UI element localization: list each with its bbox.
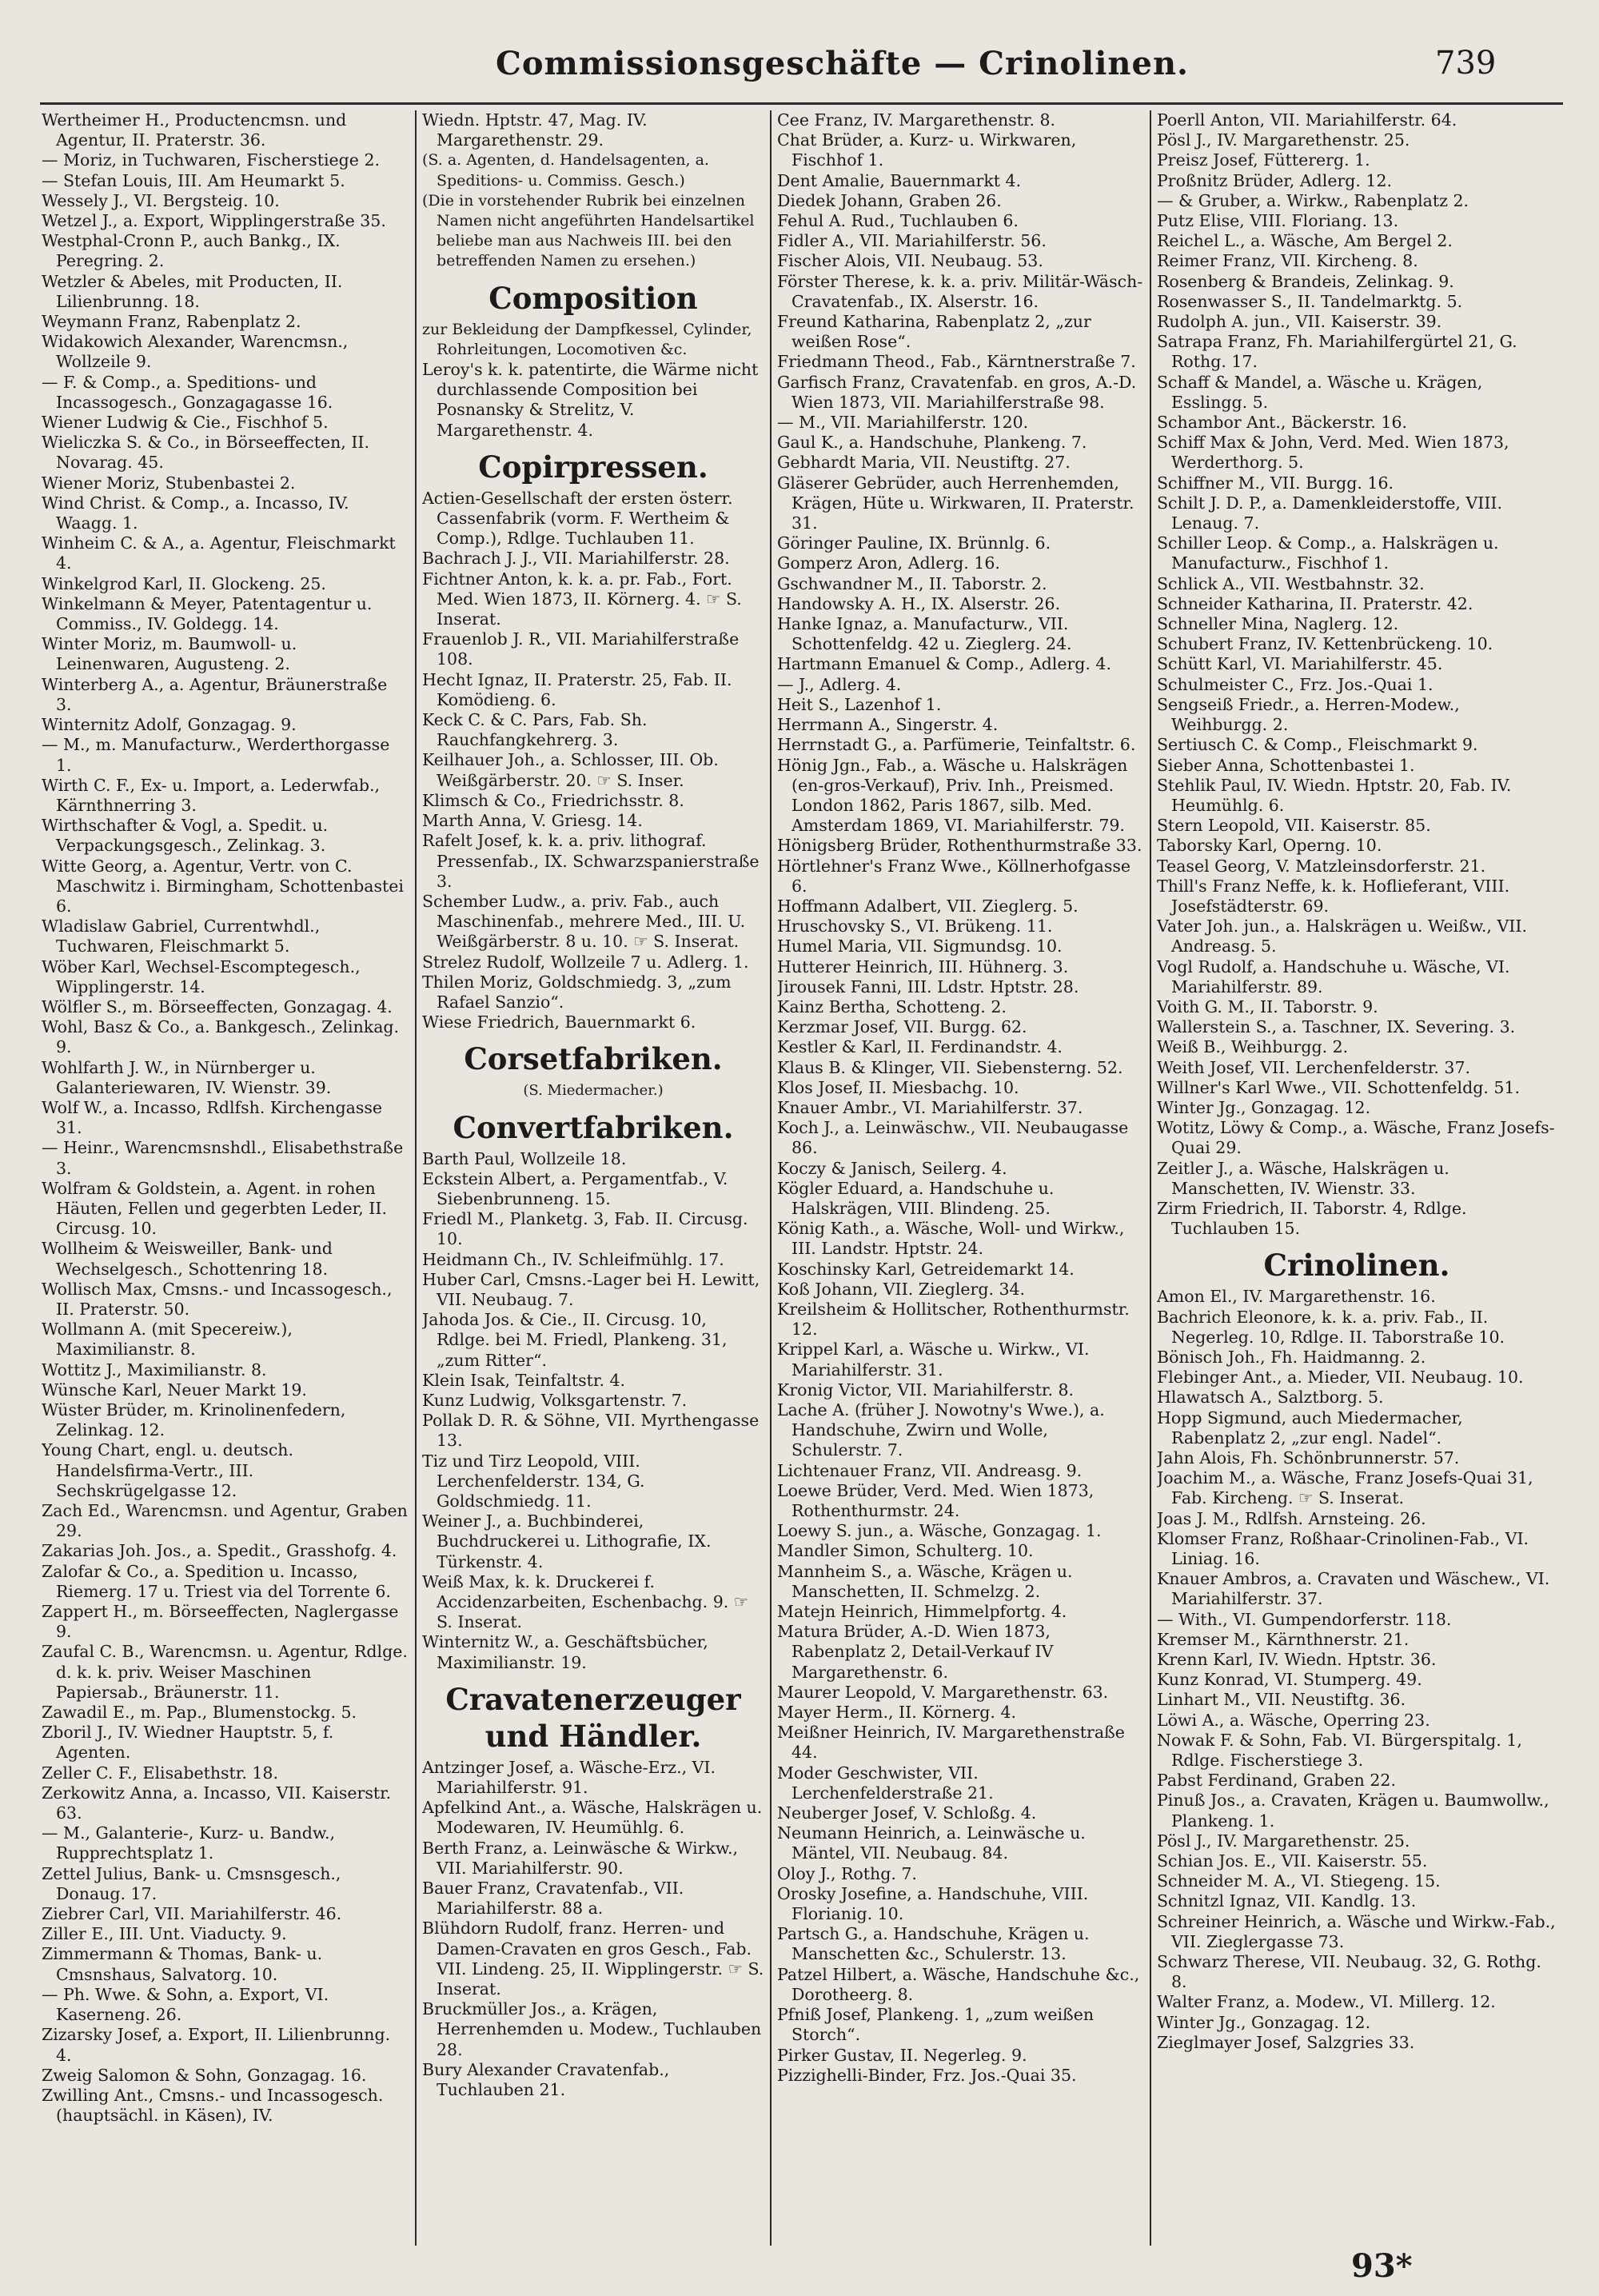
directory-entry: Fehul A. Rud., Tuchlauben 6. <box>777 211 1019 231</box>
directory-entry: Bury Alexander Cravatenfab., Tuchlauben 21. <box>422 2059 670 2100</box>
directory-entry: Schian Jos. E., VII. Kaiserstr. 55. <box>1157 1851 1428 1871</box>
directory-entry: Poerll Anton, VII. Mariahilferstr. 64. <box>1157 110 1457 130</box>
directory-entry: Schiff Max & John, Verd. Med. Wien 1873, Werderthorg. 5. <box>1157 433 1509 473</box>
directory-entry: Göringer Pauline, IX. Brünnlg. 6. <box>777 533 1051 553</box>
directory-entry: Weiner J., a. Buchbinderei, Buchdruckerei u. Lithografie, IX. Türkenstr. 4. <box>422 1511 712 1571</box>
page-header <box>0 42 1599 98</box>
directory-entry: Gebhardt Maria, VII. Neustiftg. 27. <box>777 453 1071 473</box>
directory-entry: Klos Josef, II. Miesbachg. 10. <box>777 1077 1019 1097</box>
directory-entry: Pabst Ferdinand, Graben 22. <box>1157 1771 1396 1791</box>
section-subnote: (S. Miedermacher.) <box>523 1082 664 1100</box>
directory-entry: Schreiner Heinrich, a. Wäsche und Wirkw.-Fab., VII. Zieglergasse 73. <box>1157 1911 1556 1951</box>
directory-entry: Vater Joh. jun., a. Halskrägen u. Weißw., VII. Andreasg. 5. <box>1157 916 1527 956</box>
directory-entry: Actien-Gesellschaft der ersten österr. Cassenfabrik (vorm. F. Wertheim & Comp.), Rdlge. Tuchlauben 11. <box>422 488 733 549</box>
directory-entry: Zappert H., m. Börseeffecten, Naglergasse 9. <box>42 1602 399 1642</box>
directory-entry: Jirousek Fanni, III. Ldstr. Hptstr. 28. <box>777 976 1079 996</box>
directory-entry: Tiz und Tirz Leopold, VIII. Lerchenfelderstr. 134, G. Goldschmiedg. 11. <box>422 1451 645 1511</box>
directory-entry: Mandler Simon, Schulterg. 10. <box>777 1541 1034 1561</box>
directory-entry: Krippel Karl, a. Wäsche u. Wirkw., VI. Mariahilferstr. 31. <box>777 1340 1090 1380</box>
directory-entry: Winheim C. & A., a. Agentur, Fleischmarkt 4. <box>42 533 396 573</box>
directory-entry: Hopp Sigmund, auch Miedermacher, Rabenplatz 2, „zur engl. Nadel“. <box>1157 1408 1463 1447</box>
directory-entry: Zerkowitz Anna, a. Incasso, VII. Kaiserstr. 63. <box>42 1783 392 1823</box>
directory-entry: Wiedn. Hptstr. 47, Mag. IV. Margarethenstr. 29. <box>422 110 648 150</box>
directory-entry: Zettel Julius, Bank- u. Cmsnsgesch., Donaug. 17. <box>42 1863 341 1903</box>
directory-entry: Zeitler J., a. Wäsche, Halskrägen u. Manschetten, IV. Wienstr. 33. <box>1157 1158 1449 1198</box>
directory-entry: — M., Galanterie-, Kurz- u. Bandw., Rupprechtsplatz 1. <box>42 1823 336 1863</box>
directory-entry: Joas J. M., Rdlfsh. Arnsteing. 26. <box>1157 1508 1426 1528</box>
directory-entry: Wöber Karl, Wechsel-Escomptegesch., Wipplingerstr. 14. <box>42 956 361 996</box>
directory-entry: Garfisch Franz, Cravatenfab. en gros, A.-D. Wien 1873, VII. Mariahilferstraße 98. <box>777 372 1137 412</box>
section-heading: Copirpressen. <box>478 449 708 485</box>
directory-entry: Schember Ludw., a. priv. Fab., auch Maschinenfab., mehrere Med., III. U. Weißgärberstr. 8 u. 10. ☞ S. Inserat. <box>422 891 746 952</box>
directory-entry: Sieber Anna, Schottenbastei 1. <box>1157 755 1415 775</box>
directory-entry: Taborsky Karl, Operng. 10. <box>1157 836 1382 856</box>
directory-entry: Schiffner M., VII. Burgg. 16. <box>1157 473 1394 493</box>
directory-entry: Bachrich Eleonore, k. k. a. priv. Fab., II. Negerleg. 10, Rdlge. II. Taborstraße 10. <box>1157 1307 1505 1347</box>
directory-entry: Kunz Konrad, VI. Stumperg. 49. <box>1157 1670 1422 1690</box>
directory-entry: Winter Jg., Gonzagag. 12. <box>1157 2012 1371 2032</box>
directory-entry: Ziller E., III. Unt. Viaducty. 9. <box>42 1924 287 1944</box>
directory-entry: Schneller Mina, Naglerg. 12. <box>1157 614 1399 634</box>
directory-entry: Heit S., Lazenhof 1. <box>777 694 942 714</box>
directory-entry: Koch J., a. Leinwäschw., VII. Neubaugasse 86. <box>777 1118 1129 1158</box>
directory-entry: Patzel Hilbert, a. Wäsche, Handschuhe &c., Dorotheerg. 8. <box>777 1964 1140 2004</box>
directory-entry: Flebinger Ant., a. Mieder, VII. Neubaug. 10. <box>1157 1368 1524 1388</box>
directory-entry: Zirm Friedrich, II. Taborstr. 4, Rdlge. Tuchlauben 15. <box>1157 1198 1467 1239</box>
directory-entry: Winter Moriz, m. Baumwoll- u. Leinenwaren, Augusteng. 2. <box>42 634 297 674</box>
directory-entry: Weymann Franz, Rabenplatz 2. <box>42 312 301 332</box>
directory-entry: Winternitz W., a. Geschäftsbücher, Maximilianstr. 19. <box>422 1632 708 1672</box>
directory-entry: Pizzighelli-Binder, Frz. Jos.-Quai 35. <box>777 2065 1077 2085</box>
directory-entry: — Stefan Louis, III. Am Heumarkt 5. <box>42 170 345 190</box>
directory-entry: Rudolph A. jun., VII. Kaiserstr. 39. <box>1157 312 1442 332</box>
page-number: 739 <box>1435 45 1497 82</box>
column-3 <box>777 110 1143 2254</box>
directory-entry: Löwi A., a. Wäsche, Operring 23. <box>1157 1710 1430 1730</box>
directory-entry: Wessely J., VI. Bergsteig. 10. <box>42 190 280 210</box>
directory-entry: Eckstein Albert, a. Pergamentfab., V. Siebenbrunneng. 15. <box>422 1168 728 1208</box>
directory-entry: Winter Jg., Gonzagag. 12. <box>1157 1097 1371 1117</box>
directory-entry: Wiener Moriz, Stubenbastei 2. <box>42 473 296 493</box>
directory-entry: Fischer Alois, VII. Neubaug. 53. <box>777 251 1043 271</box>
directory-entry: Wottitz J., Maximilianstr. 8. <box>42 1360 267 1380</box>
directory-entry: Loewe Brüder, Verd. Med. Wien 1873, Rothenthurmstr. 24. <box>777 1480 1095 1521</box>
directory-entry: Knauer Ambr., VI. Mariahilferstr. 37. <box>777 1097 1083 1117</box>
directory-entry: Meißner Heinrich, IV. Margarethenstraße 44. <box>777 1723 1125 1763</box>
directory-entry: Joachim M., a. Wäsche, Franz Josefs-Quai 31, Fab. Kircheng. ☞ S. Inserat. <box>1157 1468 1533 1508</box>
directory-entry: Nowak F. & Sohn, Fab. VI. Bürgerspitalg. 1, Rdlge. Fischerstiege 3. <box>1157 1730 1522 1771</box>
directory-entry: Koschinsky Karl, Getreidemarkt 14. <box>777 1259 1075 1279</box>
directory-entry: Partsch G., a. Handschuhe, Krägen u. Manschetten &c., Schulerstr. 13. <box>777 1924 1090 1964</box>
directory-entry: Stehlik Paul, IV. Wiedn. Hptstr. 20, Fab. IV. Heumühlg. 6. <box>1157 775 1512 815</box>
directory-entry: Rosenberg & Brandeis, Zelinkag. 9. <box>1157 271 1454 291</box>
directory-entry: Blühdorn Rudolf, franz. Herren- und Damen-Cravaten en gros Gesch., Fab. VII. Lindeng. 25, II. Wipplingerstr. ☞ S. Inserat. <box>422 1919 764 1999</box>
section-heading: Crinolinen. <box>1263 1248 1450 1284</box>
directory-entry: — M., m. Manufacturw., Werderthorgasse 1. <box>42 735 390 775</box>
directory-entry: Leroy's k. k. patentirte, die Wärme nicht durchlassende Composition bei Posnansky & Strelitz, V. Margarethenstr. 4. <box>422 360 759 440</box>
directory-entry: Wollisch Max, Cmsns.- und Incassogesch., II. Praterstr. 50. <box>42 1279 393 1319</box>
column-2 <box>422 110 764 2254</box>
directory-entry: Friedl M., Planketg. 3, Fab. II. Circusg. 10. <box>422 1209 748 1249</box>
directory-entry: Young Chart, engl. u. deutsch. Handelsfirma-Vertr., III. Sechskrügelgasse 12. <box>42 1440 294 1500</box>
directory-entry: Kunz Ludwig, Volksgartenstr. 7. <box>422 1390 688 1410</box>
directory-entry: Cee Franz, IV. Margarethenstr. 8. <box>777 110 1056 130</box>
directory-entry: Wind Christ. & Comp., a. Incasso, IV. Waagg. 1. <box>42 493 349 533</box>
directory-entry: Gomperz Aron, Adlerg. 16. <box>777 553 1000 573</box>
directory-entry: Pösl J., IV. Margarethenstr. 25. <box>1157 130 1410 150</box>
directory-entry: Proßnitz Brüder, Adlerg. 12. <box>1157 170 1393 190</box>
directory-entry: Krenn Karl, IV. Wiedn. Hptstr. 36. <box>1157 1650 1437 1670</box>
directory-entry: Herrnstadt G., a. Parfümerie, Teinfaltstr. 6. <box>777 735 1136 755</box>
directory-entry: — Heinr., Warencmsnshdl., Elisabethstraße 3. <box>42 1138 404 1178</box>
directory-entry: Wladislaw Gabriel, Currentwhdl., Tuchwaren, Fleischmarkt 5. <box>42 916 321 956</box>
directory-entry: Pollak D. R. & Söhne, VII. Myrthengasse 13. <box>422 1411 760 1451</box>
directory-entry: Schilt J. D. P., a. Damenkleiderstoffe, VIII. Lenaug. 7. <box>1157 493 1503 533</box>
directory-entry: Schütt Karl, VI. Mariahilferstr. 45. <box>1157 654 1443 674</box>
directory-entry: Kreilsheim & Hollitscher, Rothenthurmstr. 12. <box>777 1299 1130 1340</box>
directory-entry: — & Gruber, a. Wirkw., Rabenplatz 2. <box>1157 190 1469 210</box>
directory-entry: Hoffmann Adalbert, VII. Zieglerg. 5. <box>777 896 1079 916</box>
directory-entry: Wiese Friedrich, Bauernmarkt 6. <box>422 1012 696 1032</box>
directory-entry: Orosky Josefine, a. Handschuhe, VIII. Florianig. 10. <box>777 1883 1089 1924</box>
directory-entry: Hönigsberg Brüder, Rothenthurmstraße 33. <box>777 836 1142 856</box>
directory-entry: Schubert Franz, IV. Kettenbrückeng. 10. <box>1157 634 1493 654</box>
directory-entry: Loewy S. jun., a. Wäsche, Gonzagag. 1. <box>777 1521 1102 1541</box>
directory-entry: Wetzler & Abeles, mit Producten, II. Lilienbrunng. 18. <box>42 271 343 311</box>
directory-entry: Sertiusch C. & Comp., Fleischmarkt 9. <box>1157 735 1478 755</box>
directory-entry: Sengseiß Friedr., a. Herren-Modew., Weihburgg. 2. <box>1157 694 1460 735</box>
directory-entry: Weith Josef, VII. Lerchenfelderstr. 37. <box>1157 1057 1471 1077</box>
directory-entry: Fidler A., VII. Mariahilferstr. 56. <box>777 231 1047 251</box>
directory-entry: König Kath., a. Wäsche, Woll- und Wirkw., III. Landstr. Hptstr. 24. <box>777 1219 1125 1259</box>
directory-entry: Walter Franz, a. Modew., VI. Millerg. 12. <box>1157 1992 1496 2012</box>
directory-entry: Wieliczka S. & Co., in Börseeffecten, II. Novarag. 45. <box>42 433 370 473</box>
header-rule <box>40 102 1563 105</box>
directory-entry: Wolfram & Goldstein, a. Agent. in rohen Häuten, Fellen und gegerbten Leder, II. Circusg. 10. <box>42 1178 387 1239</box>
directory-entry: Kögler Eduard, a. Handschuhe u. Halskrägen, VIII. Blindeng. 25. <box>777 1178 1055 1218</box>
directory-entry: Bachrach J. J., VII. Mariahilferstr. 28. <box>422 549 730 569</box>
directory-entry: Kainz Bertha, Schotteng. 2. <box>777 996 1007 1016</box>
directory-entry: Zawadil E., m. Pap., Blumenstockg. 5. <box>42 1703 357 1723</box>
directory-entry: Wohl, Basz & Co., a. Bankgesch., Zelinkag. 9. <box>42 1017 400 1057</box>
column-1 <box>42 110 408 2254</box>
directory-entry: Huber Carl, Cmsns.-Lager bei H. Lewitt, VII. Neubaug. 7. <box>422 1269 760 1309</box>
directory-entry: Wölfler S., m. Börseeffecten, Gonzagag. 4. <box>42 996 393 1016</box>
directory-entry: Wallerstein S., a. Taschner, IX. Severing. 3. <box>1157 1017 1516 1037</box>
directory-entry: Diedek Johann, Graben 26. <box>777 190 1002 210</box>
directory-entry: Wollheim & Weisweiller, Bank- und Wechselgesch., Schottenring 18. <box>42 1239 333 1279</box>
directory-entry: Apfelkind Ant., a. Wäsche, Halskrägen u. Modewaren, IV. Heumühlg. 6. <box>422 1798 763 1838</box>
directory-entry: Zizarsky Josef, a. Export, II. Lilienbrunng. 4. <box>42 2025 391 2065</box>
directory-entry: Pösl J., IV. Margarethenstr. 25. <box>1157 1831 1410 1851</box>
directory-entry: Keck C. & C. Pars, Fab. Sh. Rauchfangkehrerg. 3. <box>422 710 648 750</box>
directory-entry: Bruckmüller Jos., a. Krägen, Herrenhemden u. Modew., Tuchlauben 28. <box>422 1999 762 2059</box>
directory-entry: Winkelgrod Karl, II. Glockeng. 25. <box>42 573 326 593</box>
directory-entry: Schnitzl Ignaz, VII. Kandlg. 13. <box>1157 1891 1417 1911</box>
directory-entry: Maurer Leopold, V. Margarethenstr. 63. <box>777 1682 1109 1702</box>
directory-entry: Klein Isak, Teinfaltstr. 4. <box>422 1370 626 1390</box>
directory-entry: Pirker Gustav, II. Negerleg. 9. <box>777 2045 1027 2065</box>
column-rule-1 <box>415 110 417 2246</box>
directory-entry: Antzinger Josef, a. Wäsche-Erz., VI. Mariahilferstr. 91. <box>422 1757 716 1798</box>
directory-entry: Wünsche Karl, Neuer Markt 19. <box>42 1380 307 1400</box>
directory-entry: Putz Elise, VIII. Floriang. 13. <box>1157 211 1399 231</box>
directory-entry: Freund Katharina, Rabenplatz 2, „zur weißen Rose“. <box>777 312 1091 352</box>
directory-entry: Winterberg A., a. Agentur, Bräunerstraße 3. <box>42 674 388 714</box>
directory-entry: Chat Brüder, a. Kurz- u. Wirkwaren, Fischhof 1. <box>777 130 1077 170</box>
directory-entry: Mayer Herm., II. Körnerg. 4. <box>777 1703 1017 1723</box>
directory-entry: Westphal-Cronn P., auch Bankg., IX. Peregring. 2. <box>42 231 341 271</box>
directory-entry: Barth Paul, Wollzeile 18. <box>422 1148 627 1168</box>
directory-entry: Wirth C. F., Ex- u. Import, a. Lederwfab., Kärnthnerring 3. <box>42 775 381 815</box>
directory-entry: Zakarias Joh. Jos., a. Spedit., Grasshofg. 4. <box>42 1541 397 1561</box>
directory-entry: Moder Geschwister, VII. Lerchenfelderstraße 21. <box>777 1763 994 1803</box>
directory-entry: Reichel L., a. Wäsche, Am Bergel 2. <box>1157 231 1453 251</box>
section-heading: Composition <box>488 280 698 316</box>
directory-entry: Rafelt Josef, k. k. a. priv. lithograf. Pressenfab., IX. Schwarzspanierstraße 3. <box>422 831 760 891</box>
directory-entry: Wollmann A. (mit Specereiw.), Maximilianstr. 8. <box>42 1320 293 1360</box>
directory-entry: Zach Ed., Warencmsn. und Agentur, Graben 29. <box>42 1501 408 1541</box>
directory-entry: Lichtenauer Franz, VII. Andreasg. 9. <box>777 1460 1083 1480</box>
directory-entry: Neuberger Josef, V. Schloßg. 4. <box>777 1803 1037 1823</box>
directory-entry: Friedmann Theod., Fab., Kärntnerstraße 7. <box>777 352 1136 372</box>
directory-entry: Schulmeister C., Frz. Jos.-Quai 1. <box>1157 674 1434 694</box>
directory-entry: Klaus B. & Klinger, VII. Siebensterng. 52. <box>777 1057 1123 1077</box>
directory-entry: Wiener Ludwig & Cie., Fischhof 5. <box>42 413 329 433</box>
column-rule-2 <box>770 110 772 2246</box>
directory-entry: Zweig Salomon & Sohn, Gonzagag. 16. <box>42 2065 367 2085</box>
directory-entry: Schneider Katharina, II. Praterstr. 42. <box>1157 593 1473 613</box>
directory-entry: Frauenlob J. R., VII. Mariahilferstraße 108. <box>422 629 740 669</box>
directory-entry: Wotitz, Löwy & Comp., a. Wäsche, Franz Josefs-Quai 29. <box>1157 1118 1555 1158</box>
directory-entry: — Moriz, in Tuchwaren, Fischerstiege 2. <box>42 150 381 170</box>
directory-entry: Ziebrer Carl, VII. Mariahilferstr. 46. <box>42 1904 342 1924</box>
directory-entry: Zboril J., IV. Wiedner Hauptstr. 5, f. Agenten. <box>42 1723 334 1763</box>
directory-entry: Wohlfarth J. W., in Nürnberger u. Galanteriewaren, IV. Wienstr. 39. <box>42 1057 332 1097</box>
directory-entry: Preisz Josef, Füttererg. 1. <box>1157 150 1370 170</box>
directory-entry: Schwarz Therese, VII. Neubaug. 32, G. Rothg. 8. <box>1157 1952 1541 1992</box>
directory-entry: Schambor Ant., Bäckerstr. 16. <box>1157 413 1408 433</box>
directory-entry: Herrmann A., Singerstr. 4. <box>777 715 999 735</box>
directory-entry: Pfniß Josef, Plankeng. 1, „zum weißen Storch“. <box>777 2005 1095 2045</box>
directory-entry: Oloy J., Rothg. 7. <box>777 1863 917 1883</box>
directory-entry: Bauer Franz, Cravatenfab., VII. Mariahilferstr. 88 a. <box>422 1879 684 1919</box>
directory-entry: Schaff & Mandel, a. Wäsche u. Krägen, Esslingg. 5. <box>1157 372 1483 412</box>
directory-entry: Bönisch Joh., Fh. Haidmanng. 2. <box>1157 1347 1426 1367</box>
directory-entry: Amon El., IV. Margarethenstr. 16. <box>1157 1287 1436 1307</box>
directory-entry: Satrapa Franz, Fh. Mariahilfergürtel 21, G. Rothg. 17. <box>1157 332 1517 372</box>
directory-entry: Winternitz Adolf, Gonzagag. 9. <box>42 715 297 735</box>
directory-entry: Fichtner Anton, k. k. a. pr. Fab., Fort. Med. Wien 1873, II. Körnerg. 4. ☞ S. Inserat. <box>422 569 742 629</box>
directory-entry: Wetzel J., a. Export, Wipplingerstraße 35. <box>42 211 386 231</box>
directory-entry: — J., Adlerg. 4. <box>777 674 902 694</box>
directory-entry: Widakowich Alexander, Warencmsn., Wollzeile 9. <box>42 332 349 372</box>
directory-entry: Thilen Moriz, Goldschmiedg. 3, „zum Rafael Sanzio“. <box>422 972 732 1012</box>
section-heading: Convertfabriken. <box>453 1109 734 1145</box>
directory-entry: Thill's Franz Neffe, k. k. Hoflieferant, VIII. Josefstädterstr. 69. <box>1157 876 1510 916</box>
directory-entry: Wirthschafter & Vogl, a. Spedit. u. Verpackungsgesch., Zelinkag. 3. <box>42 816 329 856</box>
directory-entry: Zeller C. F., Elisabethstr. 18. <box>42 1763 278 1783</box>
directory-entry: Keilhauer Joh., a. Schlosser, III. Ob. Weißgärberstr. 20. ☞ S. Inser. <box>422 750 719 790</box>
directory-entry: Marth Anna, V. Griesg. 14. <box>422 811 643 831</box>
directory-entry: Strelez Rudolf, Wollzeile 7 u. Adlerg. 1. <box>422 952 749 972</box>
directory-entry: Pinuß Jos., a. Cravaten, Krägen u. Baumwollw., Plankeng. 1. <box>1157 1791 1549 1831</box>
directory-entry: Voith G. M., II. Taborstr. 9. <box>1157 996 1378 1016</box>
directory-entry: Kronig Victor, VII. Mariahilferstr. 8. <box>777 1380 1075 1400</box>
directory-entry: Teasel Georg, V. Matzleinsdorferstr. 21. <box>1157 856 1486 876</box>
directory-entry: Jahn Alois, Fh. Schönbrunnerstr. 57. <box>1157 1448 1460 1467</box>
directory-entry: Wüster Brüder, m. Krinolinenfedern, Zelinkag. 12. <box>42 1400 346 1440</box>
directory-entry: Humel Maria, VII. Sigmundsg. 10. <box>777 936 1063 956</box>
directory-entry: Winkelmann & Meyer, Patentagentur u. Commiss., IV. Goldegg. 14. <box>42 593 373 634</box>
directory-entry: Handowsky A. H., IX. Alserstr. 26. <box>777 593 1061 613</box>
directory-entry: Hecht Ignaz, II. Praterstr. 25, Fab. II. Komödieng. 6. <box>422 669 732 709</box>
directory-entry: Weiß B., Weihburgg. 2. <box>1157 1037 1349 1057</box>
directory-entry: Wolf W., a. Incasso, Rdlfsh. Kirchengasse 31. <box>42 1097 383 1138</box>
directory-entry: Schiller Leop. & Comp., a. Halskrägen u. Manufacturw., Fischhof 1. <box>1157 533 1499 573</box>
directory-entry: Hönig Jgn., Fab., a. Wäsche u. Halskrägen (en-gros-Verkauf), Priv. Inh., Preismed. London 1862, Paris 1867, silb. Med. Amsterdam 1869, VI. Mariahilferstr. 79. <box>777 755 1128 836</box>
section-note: (Die in vorstehender Rubrik bei einzelnen Namen nicht angeführten Handelsartikel beliebe man aus Nachweis III. bei den betreffenden Namen zu ersehen.) <box>422 191 755 270</box>
directory-entry: Kremser M., Kärnthnerstr. 21. <box>1157 1629 1410 1649</box>
directory-entry: Vogl Rudolf, a. Handschuhe u. Wäsche, VI. Mariahilferstr. 89. <box>1157 956 1510 996</box>
directory-entry: Förster Therese, k. k. a. priv. Militär-Wäsch-Cravatenfab., IX. Alserstr. 16. <box>777 271 1143 311</box>
section-note: (S. a. Agenten, d. Handelsagenten, a. Speditions- u. Commiss. Gesch.) <box>422 151 709 190</box>
directory-entry: Neumann Heinrich, a. Leinwäsche u. Mäntel, VII. Neubaug. 84. <box>777 1823 1086 1863</box>
directory-entry: — Ph. Wwe. & Sohn, a. Export, VI. Kaserneng. 26. <box>42 1984 329 2025</box>
directory-entry: — M., VII. Mariahilferstr. 120. <box>777 413 1029 433</box>
directory-entry: Zalofar & Co., a. Spedition u. Incasso, Riemerg. 17 u. Triest via del Torrente 6. <box>42 1561 391 1601</box>
directory-entry: Gaul K., a. Handschuhe, Plankeng. 7. <box>777 433 1087 453</box>
directory-entry: Lache A. (früher J. Nowotny's Wwe.), a. Handschuhe, Zwirn und Wolle, Schulerstr. 7. <box>777 1400 1105 1460</box>
directory-entry: Klimsch & Co., Friedrichsstr. 8. <box>422 790 684 810</box>
directory-entry: Stern Leopold, VII. Kaiserstr. 85. <box>1157 816 1431 836</box>
directory-entry: Wertheimer H., Productencmsn. und Agentur, II. Praterstr. 36. <box>42 110 347 150</box>
directory-entry: Dent Amalie, Bauernmarkt 4. <box>777 170 1022 190</box>
directory-entry: Koczy & Janisch, Seilerg. 4. <box>777 1158 1007 1178</box>
directory-entry: Willner's Karl Wwe., VII. Schottenfeldg. 51. <box>1157 1077 1520 1097</box>
section-heading: Corsetfabriken. <box>464 1041 723 1077</box>
directory-entry: Hlawatsch A., Salztborg. 5. <box>1157 1388 1384 1408</box>
directory-entry: Gschwandner M., II. Taborstr. 2. <box>777 573 1047 593</box>
section-note: zur Bekleidung der Dampfkessel, Cylinder, Rohrleitungen, Locomotiven &c. <box>422 320 752 358</box>
directory-entry: Zwilling Ant., Cmsns.- und Incassogesch. (hauptsächl. in Käsen), IV. <box>42 2085 384 2126</box>
directory-entry: Hanke Ignaz, a. Manufacturw., VII. Schottenfeldg. 42 u. Zieglerg. 24. <box>777 614 1072 654</box>
directory-entry: Hruschovsky S., VI. Brükeng. 11. <box>777 916 1053 936</box>
directory-entry: Witte Georg, a. Agentur, Vertr. von C. Maschwitz i. Birmingham, Schottenbastei 6. <box>42 856 404 916</box>
directory-entry: — F. & Comp., a. Speditions- und Incassogesch., Gonzagagasse 16. <box>42 372 333 412</box>
directory-entry: Matura Brüder, A.-D. Wien 1873, Rabenplatz 2, Detail-Verkauf IV Margarethenstr. 6. <box>777 1622 1054 1682</box>
directory-entry: Gläserer Gebrüder, auch Herrenhemden, Krägen, Hüte u. Wirkwaren, II. Praterstr. 31. <box>777 473 1134 533</box>
directory-entry: Jahoda Jos. & Cie., II. Circusg. 10, Rdlge. bei M. Friedl, Plankeng. 31, „zum Ritter“. <box>422 1310 728 1370</box>
directory-entry: Zieglmayer Josef, Salzgries 33. <box>1157 2032 1415 2052</box>
directory-entry: Mannheim S., a. Wäsche, Krägen u. Manschetten, II. Schmelzg. 2. <box>777 1561 1073 1601</box>
section-heading: Cravatenerzeuger und Händler. <box>445 1681 741 1754</box>
directory-entry: Rosenwasser S., II. Tandelmarktg. 5. <box>1157 291 1463 311</box>
directory-entry: Berth Franz, a. Leinwäsche & Wirkw., VII. Mariahilferstr. 90. <box>422 1838 739 1878</box>
directory-entry: — With., VI. Gumpendorferstr. 118. <box>1157 1609 1452 1629</box>
directory-entry: Heidmann Ch., IV. Schleifmühlg. 17. <box>422 1249 724 1269</box>
directory-entry: Hörtlehner's Franz Wwe., Köllnerhofgasse 6. <box>777 856 1131 896</box>
directory-entry: Zaufal C. B., Warencmsn. u. Agentur, Rdlge. d. k. k. priv. Weiser Maschinen Papiersab., Bräunerstr. 11. <box>42 1642 408 1702</box>
directory-entry: Weiß Max, k. k. Druckerei f. Accidenzarbeiten, Eschenbachg. 9. ☞ S. Inserat. <box>422 1571 749 1632</box>
directory-entry: Klomser Franz, Roßhaar-Crinolinen-Fab., VI. Liniag. 16. <box>1157 1528 1529 1569</box>
directory-entry: Matejn Heinrich, Himmelpfortg. 4. <box>777 1602 1067 1622</box>
directory-entry: Reimer Franz, VII. Kircheng. 8. <box>1157 251 1418 271</box>
directory-entry: Hartmann Emanuel & Comp., Adlerg. 4. <box>777 654 1111 674</box>
directory-entry: Knauer Ambros, a. Cravaten und Wäschew., VI. Mariahilferstr. 37. <box>1157 1569 1550 1609</box>
directory-entry: Schlick A., VII. Westbahnstr. 32. <box>1157 573 1425 593</box>
directory-entry: Linhart M., VII. Neustiftg. 36. <box>1157 1690 1406 1710</box>
directory-entry: Schneider M. A., VI. Stiegeng. 15. <box>1157 1871 1441 1891</box>
directory-entry: Hutterer Heinrich, III. Hühnerg. 3. <box>777 956 1069 976</box>
signature-mark: 93* <box>1351 2247 1413 2285</box>
directory-entry: Koß Johann, VII. Zieglerg. 34. <box>777 1279 1026 1299</box>
column-4 <box>1157 110 1557 2254</box>
directory-entry: Kerzmar Josef, VII. Burgg. 62. <box>777 1017 1027 1037</box>
column-rule-3 <box>1150 110 1151 2246</box>
running-title: Commissionsgeschäfte — Crinolinen. <box>496 45 1189 82</box>
directory-entry: Kestler & Karl, II. Ferdinandstr. 4. <box>777 1037 1063 1057</box>
directory-entry: Zimmermann & Thomas, Bank- u. Cmsnshaus, Salvatorg. 10. <box>42 1944 323 1984</box>
